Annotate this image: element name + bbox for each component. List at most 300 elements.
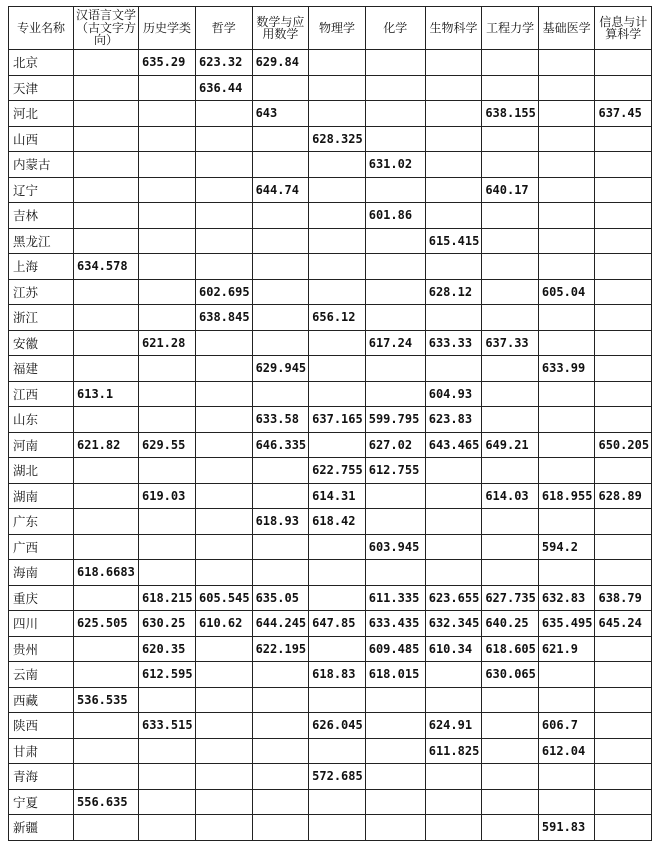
score-cell [482, 509, 539, 535]
score-cell [252, 483, 309, 509]
score-cell [74, 279, 139, 305]
score-cell [74, 75, 139, 101]
score-cell [538, 381, 595, 407]
table-row [9, 381, 652, 407]
score-cell [309, 815, 366, 841]
score-cell [425, 177, 482, 203]
score-cell [196, 152, 253, 178]
score-cell [309, 177, 366, 203]
province-cell: 河南 [9, 432, 74, 458]
score-cell: 612.595 [139, 662, 196, 688]
province-cell: 云南 [9, 662, 74, 688]
province-cell: 吉林 [9, 203, 74, 229]
score-cell [595, 636, 652, 662]
score-cell [538, 560, 595, 586]
score-cell: 633.435 [365, 611, 425, 637]
score-cell [196, 789, 253, 815]
table-header [9, 7, 652, 50]
score-cell: 606.7 [538, 713, 595, 739]
score-cell [538, 101, 595, 127]
score-cell [365, 687, 425, 713]
score-cell: 646.335 [252, 432, 309, 458]
score-cell: 650.205 [595, 432, 652, 458]
score-cell [309, 789, 366, 815]
score-cell [309, 152, 366, 178]
table-row [9, 126, 652, 152]
score-cell [365, 483, 425, 509]
province-cell: 宁夏 [9, 789, 74, 815]
score-cell [139, 126, 196, 152]
score-cell: 638.155 [482, 101, 539, 127]
score-cell: 618.605 [482, 636, 539, 662]
score-cell [309, 50, 366, 76]
score-cell [196, 381, 253, 407]
score-cell: 621.28 [139, 330, 196, 356]
score-cell [595, 713, 652, 739]
score-cell: 605.04 [538, 279, 595, 305]
table-row [9, 764, 652, 790]
province-cell: 黑龙江 [9, 228, 74, 254]
score-cell [425, 75, 482, 101]
table-row [9, 407, 652, 433]
score-cell [365, 560, 425, 586]
score-cell: 605.545 [196, 585, 253, 611]
province-cell: 海南 [9, 560, 74, 586]
score-cell [139, 305, 196, 331]
score-cell [74, 585, 139, 611]
score-cell [482, 560, 539, 586]
score-cell: 629.945 [252, 356, 309, 382]
score-cell [538, 177, 595, 203]
score-cell: 622.195 [252, 636, 309, 662]
score-cell [196, 534, 253, 560]
province-cell: 北京 [9, 50, 74, 76]
header-row [9, 7, 652, 50]
score-cell [482, 407, 539, 433]
score-cell: 618.42 [309, 509, 366, 535]
score-cell [252, 789, 309, 815]
score-cell [595, 789, 652, 815]
score-cell [139, 101, 196, 127]
table-row [9, 101, 652, 127]
score-cell [252, 381, 309, 407]
score-cell: 614.31 [309, 483, 366, 509]
score-cell [74, 203, 139, 229]
score-cell [365, 228, 425, 254]
score-cell [425, 483, 482, 509]
score-cell: 656.12 [309, 305, 366, 331]
score-cell [252, 738, 309, 764]
province-cell: 江苏 [9, 279, 74, 305]
score-cell [538, 662, 595, 688]
score-cell [425, 356, 482, 382]
score-cell [538, 509, 595, 535]
score-cell [482, 458, 539, 484]
province-cell: 天津 [9, 75, 74, 101]
table-row [9, 203, 652, 229]
score-cell [482, 305, 539, 331]
score-cell [538, 152, 595, 178]
score-cell: 618.015 [365, 662, 425, 688]
score-cell [196, 764, 253, 790]
score-cell [482, 126, 539, 152]
score-cell [538, 330, 595, 356]
score-cell: 591.83 [538, 815, 595, 841]
score-cell: 630.25 [139, 611, 196, 637]
score-cell [252, 203, 309, 229]
score-cell [482, 381, 539, 407]
column-header: 汉语言文学（古文字方向） [74, 7, 139, 50]
score-cell [139, 356, 196, 382]
score-cell [74, 305, 139, 331]
score-cell [595, 152, 652, 178]
score-cell [595, 509, 652, 535]
score-cell [365, 764, 425, 790]
score-cell [365, 50, 425, 76]
table-row [9, 738, 652, 764]
score-cell: 594.2 [538, 534, 595, 560]
column-header: 工程力学 [482, 7, 539, 50]
score-cell [196, 432, 253, 458]
score-cell [538, 75, 595, 101]
score-cell [309, 330, 366, 356]
score-cell [365, 713, 425, 739]
score-cell [74, 126, 139, 152]
score-cell [425, 458, 482, 484]
score-cell: 619.03 [139, 483, 196, 509]
score-cell [309, 432, 366, 458]
score-cell [139, 407, 196, 433]
score-cell [595, 279, 652, 305]
score-cell [139, 228, 196, 254]
score-cell [482, 152, 539, 178]
province-cell: 浙江 [9, 305, 74, 331]
score-cell: 630.065 [482, 662, 539, 688]
score-cell [538, 305, 595, 331]
score-cell [252, 152, 309, 178]
score-cell [538, 126, 595, 152]
score-cell [74, 764, 139, 790]
score-cell [196, 662, 253, 688]
column-header: 历史学类 [139, 7, 196, 50]
score-cell [74, 636, 139, 662]
score-cell [196, 687, 253, 713]
score-cell: 611.335 [365, 585, 425, 611]
score-cell [595, 203, 652, 229]
score-cell [252, 534, 309, 560]
score-cell: 633.33 [425, 330, 482, 356]
score-cell: 617.24 [365, 330, 425, 356]
score-cell [139, 254, 196, 280]
score-cell: 629.55 [139, 432, 196, 458]
score-cell [482, 356, 539, 382]
score-cell [425, 50, 482, 76]
score-cell: 647.85 [309, 611, 366, 637]
score-cell [425, 509, 482, 535]
column-header: 信息与计算科学 [595, 7, 652, 50]
score-cell: 599.795 [365, 407, 425, 433]
score-cell: 638.79 [595, 585, 652, 611]
score-cell [196, 483, 253, 509]
score-cell [595, 764, 652, 790]
score-cell: 634.578 [74, 254, 139, 280]
score-cell [196, 636, 253, 662]
province-cell: 青海 [9, 764, 74, 790]
province-cell: 重庆 [9, 585, 74, 611]
province-cell: 广东 [9, 509, 74, 535]
score-cell [139, 815, 196, 841]
score-cell [365, 789, 425, 815]
score-cell [595, 126, 652, 152]
score-cell [365, 126, 425, 152]
score-cell [74, 713, 139, 739]
score-cell [365, 177, 425, 203]
table-row [9, 789, 652, 815]
score-cell [595, 560, 652, 586]
score-cell [252, 279, 309, 305]
score-cell: 635.29 [139, 50, 196, 76]
score-cell: 627.02 [365, 432, 425, 458]
score-cell [538, 432, 595, 458]
table-row [9, 560, 652, 586]
score-cell [196, 509, 253, 535]
score-cell: 620.35 [139, 636, 196, 662]
score-cell [196, 330, 253, 356]
score-cell [309, 101, 366, 127]
score-cell: 536.535 [74, 687, 139, 713]
score-cell [139, 687, 196, 713]
score-cell [365, 509, 425, 535]
score-cell [196, 458, 253, 484]
score-cell [595, 662, 652, 688]
score-cell [482, 713, 539, 739]
score-cell: 631.02 [365, 152, 425, 178]
column-header: 生物科学 [425, 7, 482, 50]
table-row [9, 713, 652, 739]
province-cell: 福建 [9, 356, 74, 382]
score-cell: 637.165 [309, 407, 366, 433]
score-cell [425, 534, 482, 560]
score-cell [74, 458, 139, 484]
score-cell [482, 203, 539, 229]
score-cell [139, 381, 196, 407]
score-cell [482, 534, 539, 560]
table-row [9, 305, 652, 331]
score-cell [365, 279, 425, 305]
score-cell: 618.955 [538, 483, 595, 509]
score-cell [196, 356, 253, 382]
score-cell [252, 228, 309, 254]
score-cell: 621.82 [74, 432, 139, 458]
score-cell [595, 305, 652, 331]
score-cell [595, 815, 652, 841]
score-cell [482, 254, 539, 280]
province-cell: 甘肃 [9, 738, 74, 764]
table-row [9, 75, 652, 101]
score-cell: 610.34 [425, 636, 482, 662]
score-cell: 624.91 [425, 713, 482, 739]
score-cell [365, 815, 425, 841]
score-cell [252, 687, 309, 713]
score-cell [365, 356, 425, 382]
score-cell [252, 815, 309, 841]
score-cell [365, 305, 425, 331]
score-cell: 603.945 [365, 534, 425, 560]
score-cell [196, 815, 253, 841]
score-cell [309, 279, 366, 305]
score-cell [139, 534, 196, 560]
score-cell [139, 75, 196, 101]
score-cell: 572.685 [309, 764, 366, 790]
score-cell: 611.825 [425, 738, 482, 764]
province-cell: 安徽 [9, 330, 74, 356]
score-cell: 628.325 [309, 126, 366, 152]
table-row [9, 50, 652, 76]
score-cell [309, 228, 366, 254]
score-cell: 632.83 [538, 585, 595, 611]
score-cell [139, 509, 196, 535]
score-cell [74, 738, 139, 764]
province-cell: 辽宁 [9, 177, 74, 203]
score-cell: 632.345 [425, 611, 482, 637]
score-cell: 615.415 [425, 228, 482, 254]
score-cell: 629.84 [252, 50, 309, 76]
score-cell [309, 636, 366, 662]
score-cell: 644.74 [252, 177, 309, 203]
score-cell: 613.1 [74, 381, 139, 407]
score-cell [538, 789, 595, 815]
province-cell: 河北 [9, 101, 74, 127]
province-cell: 广西 [9, 534, 74, 560]
score-cell: 614.03 [482, 483, 539, 509]
score-cell [482, 228, 539, 254]
score-cell [309, 254, 366, 280]
score-cell [482, 815, 539, 841]
table-row [9, 815, 652, 841]
score-cell [482, 50, 539, 76]
score-cell: 625.505 [74, 611, 139, 637]
table-row [9, 254, 652, 280]
score-cell [482, 789, 539, 815]
score-cell [74, 152, 139, 178]
score-cell [252, 764, 309, 790]
score-cell [309, 534, 366, 560]
score-cell [196, 101, 253, 127]
table-row [9, 585, 652, 611]
score-cell [74, 356, 139, 382]
score-cell [309, 687, 366, 713]
column-header: 哲学 [196, 7, 253, 50]
score-cell [482, 279, 539, 305]
score-cell: 628.89 [595, 483, 652, 509]
score-cell [595, 330, 652, 356]
table-body [9, 50, 652, 841]
score-cell [74, 407, 139, 433]
province-cell: 四川 [9, 611, 74, 637]
score-cell [538, 407, 595, 433]
table-row [9, 279, 652, 305]
score-cell: 618.6683 [74, 560, 139, 586]
score-table [8, 6, 652, 841]
score-cell [252, 713, 309, 739]
table-row [9, 534, 652, 560]
province-cell: 上海 [9, 254, 74, 280]
score-cell: 635.495 [538, 611, 595, 637]
score-cell [309, 75, 366, 101]
score-cell [139, 764, 196, 790]
province-cell: 贵州 [9, 636, 74, 662]
province-cell: 新疆 [9, 815, 74, 841]
score-cell: 649.21 [482, 432, 539, 458]
score-cell [196, 560, 253, 586]
province-cell: 湖北 [9, 458, 74, 484]
score-cell [425, 101, 482, 127]
province-cell: 山西 [9, 126, 74, 152]
score-cell: 627.735 [482, 585, 539, 611]
score-cell [425, 305, 482, 331]
province-cell: 湖南 [9, 483, 74, 509]
score-cell [252, 305, 309, 331]
score-cell [595, 177, 652, 203]
score-cell: 612.04 [538, 738, 595, 764]
score-cell: 637.33 [482, 330, 539, 356]
score-cell [425, 687, 482, 713]
score-cell [74, 50, 139, 76]
score-cell [595, 687, 652, 713]
score-cell [425, 126, 482, 152]
score-cell [482, 764, 539, 790]
table-row [9, 152, 652, 178]
score-cell [196, 228, 253, 254]
score-cell: 623.83 [425, 407, 482, 433]
score-cell: 623.32 [196, 50, 253, 76]
score-cell: 633.99 [538, 356, 595, 382]
score-cell [425, 789, 482, 815]
score-cell [252, 662, 309, 688]
score-cell [74, 330, 139, 356]
score-cell: 622.755 [309, 458, 366, 484]
score-cell [309, 585, 366, 611]
score-cell: 621.9 [538, 636, 595, 662]
score-cell: 601.86 [365, 203, 425, 229]
score-cell [309, 356, 366, 382]
score-cell: 556.635 [74, 789, 139, 815]
table-row [9, 177, 652, 203]
score-cell [538, 203, 595, 229]
score-cell [252, 458, 309, 484]
score-cell [365, 738, 425, 764]
score-cell [196, 203, 253, 229]
score-cell [139, 560, 196, 586]
table-row [9, 458, 652, 484]
score-cell [365, 101, 425, 127]
score-cell: 610.62 [196, 611, 253, 637]
score-cell [595, 75, 652, 101]
score-cell [74, 815, 139, 841]
score-cell [595, 228, 652, 254]
province-cell: 陕西 [9, 713, 74, 739]
score-cell [538, 50, 595, 76]
score-cell [74, 534, 139, 560]
province-cell: 西藏 [9, 687, 74, 713]
score-cell [595, 254, 652, 280]
table-row [9, 509, 652, 535]
table-row [9, 356, 652, 382]
score-cell [252, 330, 309, 356]
score-cell [74, 483, 139, 509]
score-cell [538, 687, 595, 713]
score-cell [252, 126, 309, 152]
